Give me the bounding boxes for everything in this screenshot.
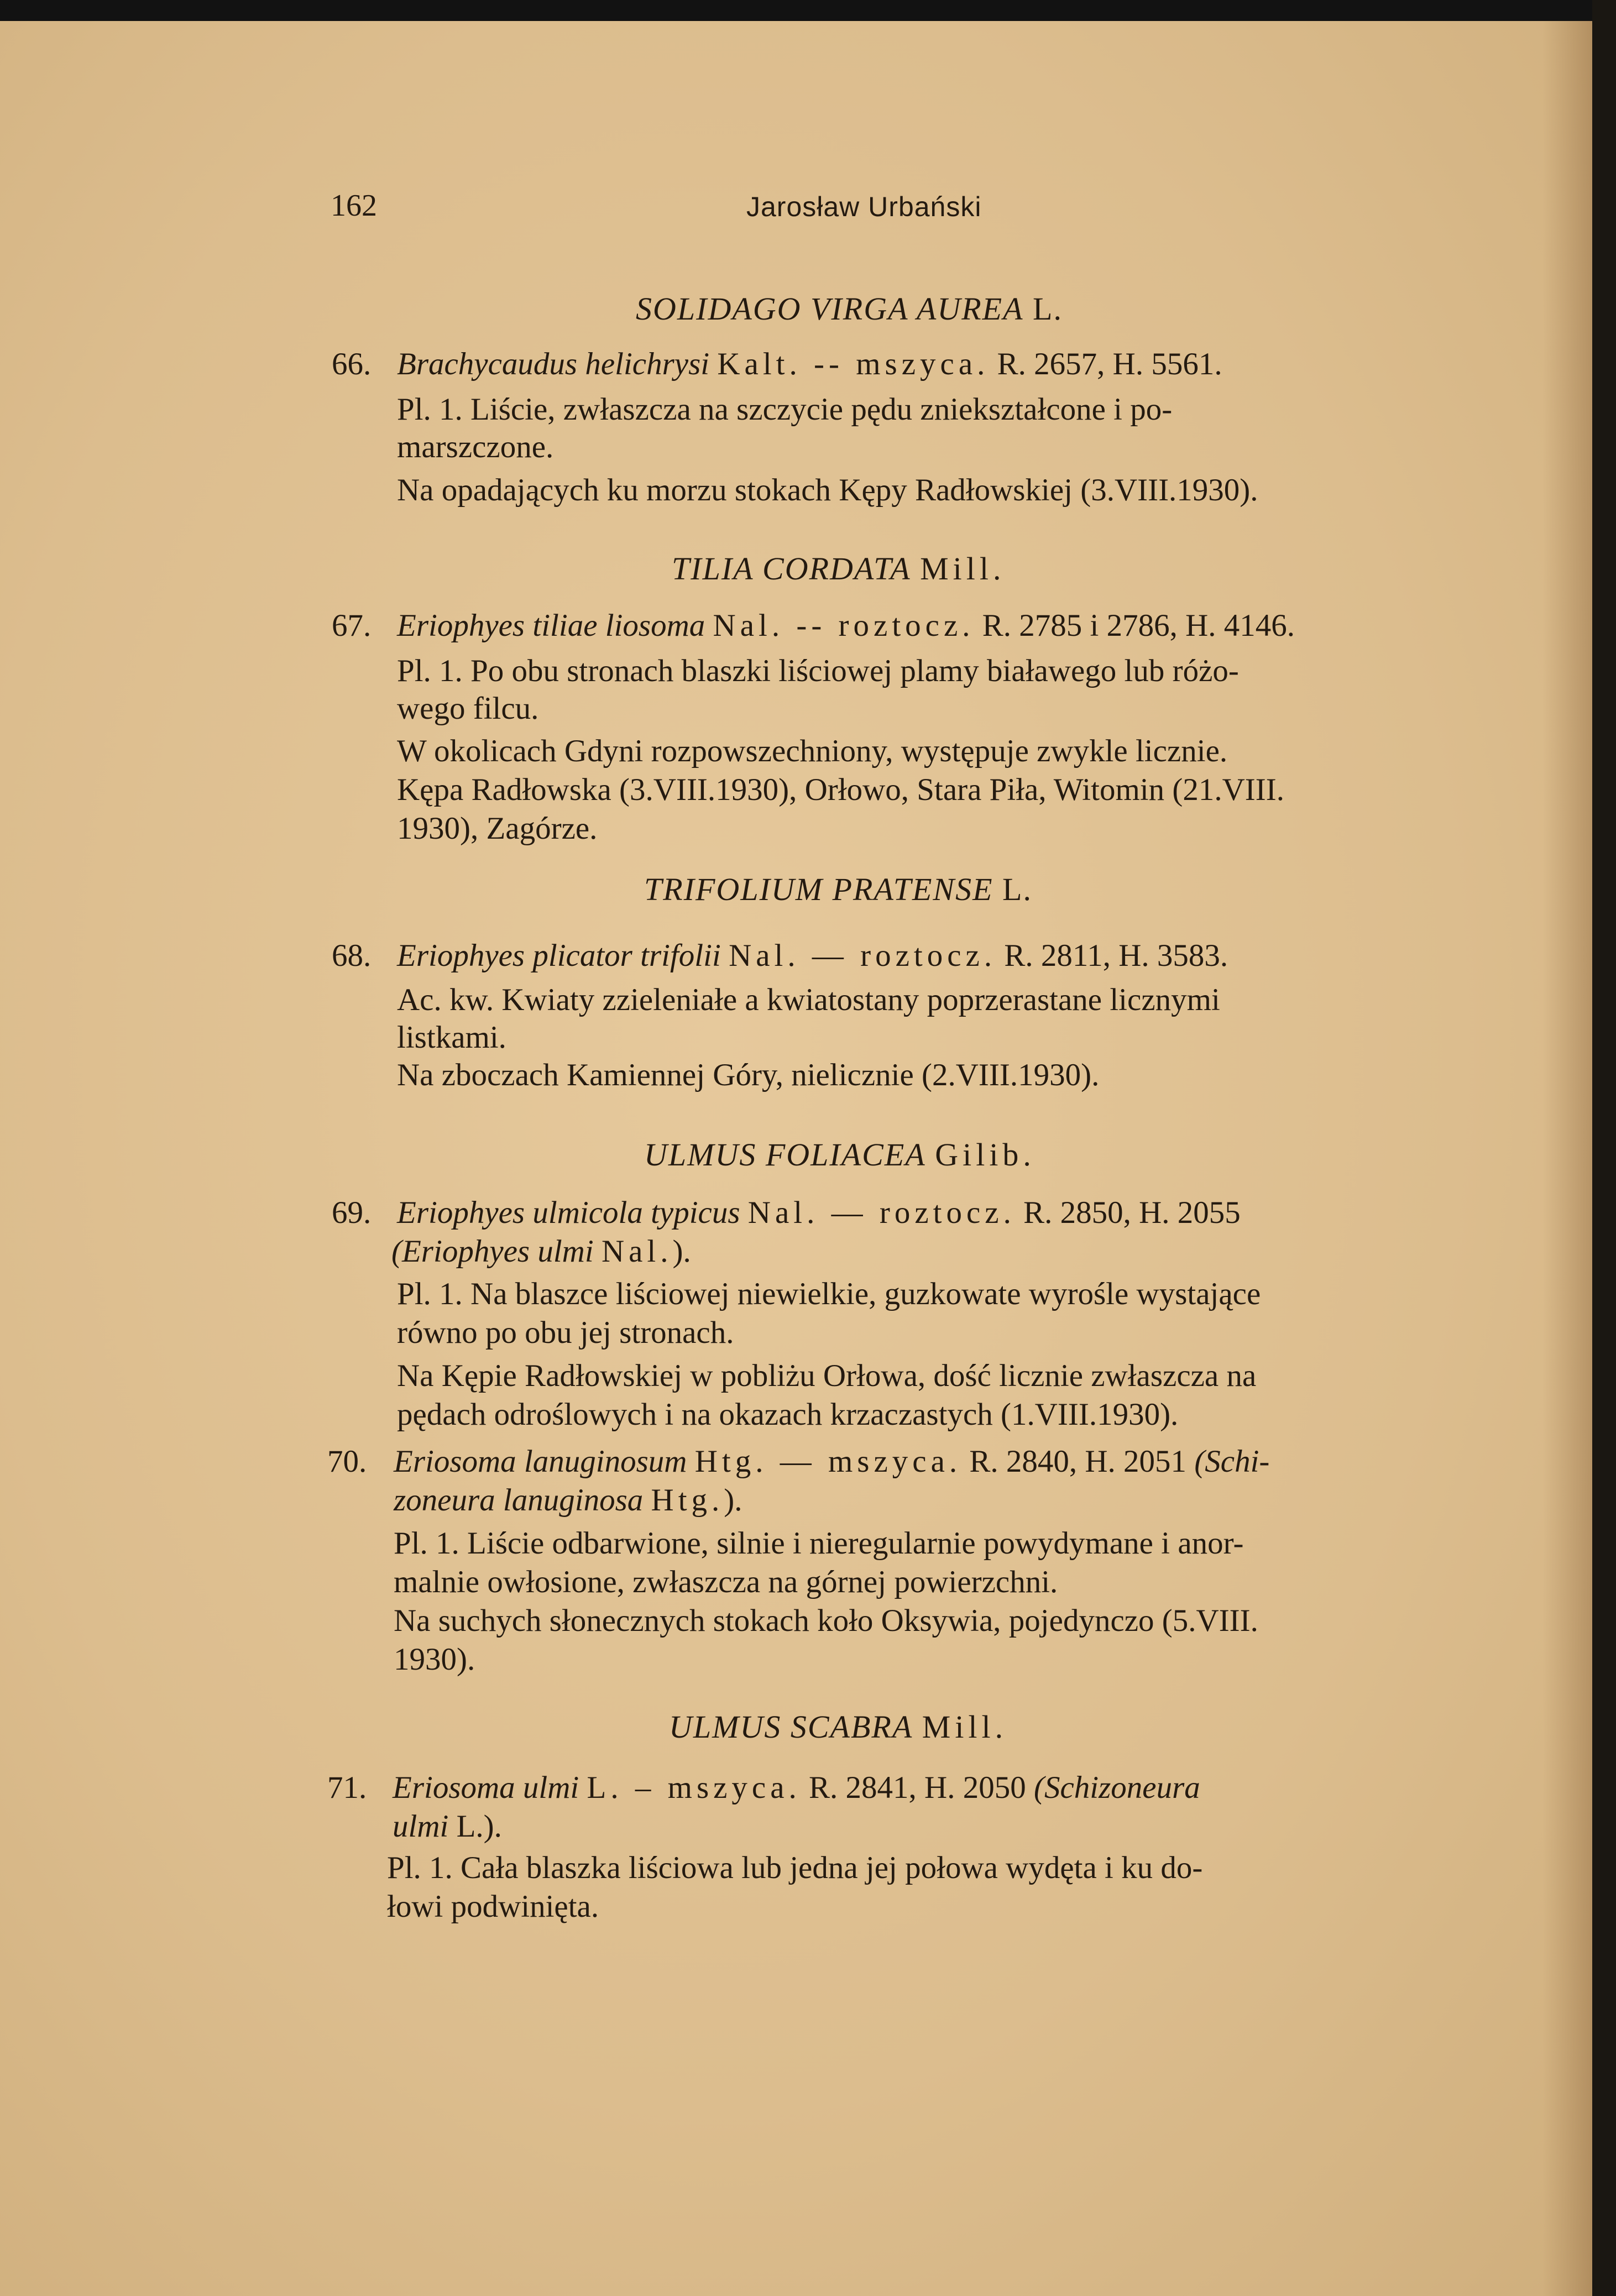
entry-66-line-2: Pl. 1. Liście, zwłaszcza na szczycie pędu zniekształcone i po- [397, 392, 1173, 427]
entry-71-line-2: ulmi L.). [393, 1809, 502, 1844]
entry-67-line-5: Kępa Radłowska (3.VIII.1930), Orłowo, Stara Piła, Witomin (21.VIII. [397, 772, 1284, 807]
scan-border-top [0, 0, 1616, 21]
entry-69-line-1: Eriophyes ulmicola typicus Nal. — roztocz. R. 2850, H. 2055 [397, 1195, 1241, 1230]
running-head: Jarosław Urbański [746, 191, 982, 222]
entry-66-line-3: marszczone. [397, 430, 554, 464]
entry-71-line-4: łowi podwinięta. [387, 1889, 599, 1924]
entry-67-line-2: Pl. 1. Po obu stronach blaszki liściowej plamy białawego lub różo- [397, 653, 1239, 688]
entry-number-68: 68. [332, 938, 372, 973]
spine-shadow [1542, 21, 1592, 2296]
section-heading-trifolium: TRIFOLIUM PRATENSE L. [644, 871, 1032, 907]
entry-69-line-6: pędach odroślowych i na okazach krzaczastych (1.VIII.1930). [397, 1397, 1179, 1432]
entry-69-line-2: (Eriophyes ulmi Nal.). [391, 1234, 691, 1269]
entry-67-line-3: wego filcu. [397, 691, 539, 726]
entry-number-66: 66. [332, 347, 372, 381]
entry-number-67: 67. [332, 608, 372, 643]
entry-70-line-3: Pl. 1. Liście odbarwione, silnie i nieregularnie powydymane i anor- [394, 1526, 1244, 1561]
entry-66-line-1: Brachycaudus helichrysi Kalt. -- mszyca. R. 2657, H. 5561. [397, 347, 1222, 381]
entry-number-71: 71. [327, 1770, 367, 1805]
entry-71-line-3: Pl. 1. Cała blaszka liściowa lub jedna jej połowa wydęta i ku do- [387, 1850, 1203, 1885]
entry-70-line-2: zoneura lanuginosa Htg.). [394, 1483, 742, 1518]
section-heading-ulmus-foliacea: ULMUS FOLIACEA Gilib. [644, 1137, 1036, 1173]
entry-71-line-1: Eriosoma ulmi L. – mszyca. R. 2841, H. 2050 (Schizoneura [393, 1770, 1200, 1805]
entry-68-line-3: listkami. [397, 1020, 506, 1055]
entry-68-line-1: Eriophyes plicator trifolii Nal. — roztocz. R. 2811, H. 3583. [397, 938, 1228, 973]
entry-70-line-5: Na suchych słonecznych stokach koło Oksywia, pojedynczo (5.VIII. [394, 1603, 1258, 1638]
entry-69-line-5: Na Kępie Radłowskiej w pobliżu Orłowa, dość licznie zwłaszcza na [397, 1358, 1257, 1393]
entry-67-line-6: 1930), Zagórze. [397, 811, 598, 846]
entry-68-line-2: Ac. kw. Kwiaty zzieleniałe a kwiatostany poprzerastane licznymi [397, 982, 1220, 1017]
entry-68-line-4: Na zboczach Kamiennej Góry, nielicznie (2.VIII.1930). [397, 1058, 1100, 1092]
entry-69-line-4: równo po obu jej stronach. [397, 1315, 734, 1350]
scan-border-right [1592, 0, 1616, 2296]
entry-70-line-1: Eriosoma lanuginosum Htg. — mszyca. R. 2840, H. 2051 (Schi- [394, 1444, 1270, 1479]
entry-70-line-4: malnie owłosione, zwłaszcza na górnej powierzchni. [394, 1565, 1058, 1599]
entry-66-line-4: Na opadających ku morzu stokach Kępy Radłowskiej (3.VIII.1930). [397, 473, 1258, 508]
section-heading-ulmus-scabra: ULMUS SCABRA Mill. [669, 1709, 1008, 1745]
entry-number-70: 70. [327, 1444, 367, 1479]
page-number: 162 [331, 189, 377, 223]
section-heading-tilia: TILIA CORDATA Mill. [672, 551, 1006, 587]
entry-number-69: 69. [332, 1195, 372, 1230]
section-heading-solidago: SOLIDAGO VIRGA AUREA L. [636, 291, 1063, 327]
entry-69-line-3: Pl. 1. Na blaszce liściowej niewielkie, guzkowate wyrośle wystające [397, 1277, 1261, 1311]
entry-67-line-4: W okolicach Gdyni rozpowszechniony, występuje zwykle licznie. [397, 734, 1228, 768]
entry-67-line-1: Eriophyes tiliae liosoma Nal. -- roztocz. R. 2785 i 2786, H. 4146. [397, 608, 1295, 643]
entry-70-line-6: 1930). [394, 1642, 475, 1677]
